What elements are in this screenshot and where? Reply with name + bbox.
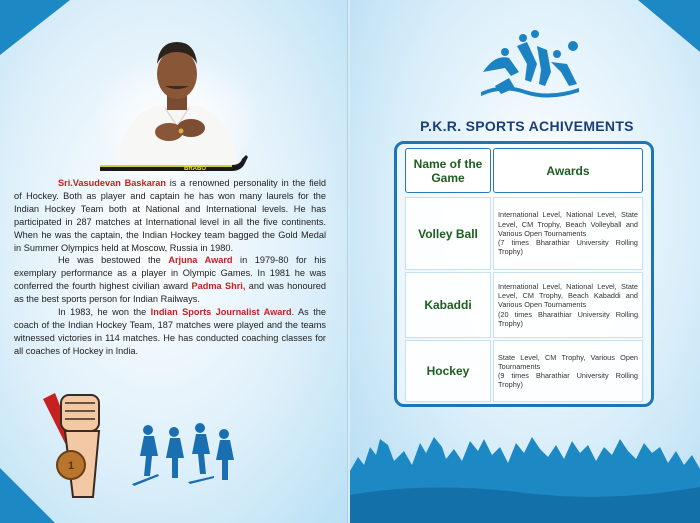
awards-hockey [493, 340, 643, 402]
bio-text [14, 177, 326, 358]
hockey-stick-icon [98, 153, 250, 175]
hockey-players-icon [128, 420, 238, 490]
bio-paragraph-1 [14, 177, 326, 254]
arjuna-award: Arjuna Award [168, 255, 233, 266]
journalist-award: Indian Sports Journalist Award [150, 307, 292, 318]
bio-paragraph-3 [14, 306, 326, 358]
game-hockey: Hockey [405, 340, 491, 402]
awards-volley-ball-note: (7 times Bharathiar University Rolling Trophy) [498, 238, 638, 257]
crowd-silhouette-icon [350, 425, 700, 523]
table-header-game: Name of the Game [405, 148, 491, 193]
bio-p2-text-b: in 1979-80 for his exemplary performance as a player in Olympic Games. In 1981 he was conferred the fourth highest civilian award [14, 255, 326, 292]
medal-fist-icon [35, 385, 115, 503]
awards-hockey-text: State Level, CM Trophy, Various Open Tournaments [498, 352, 638, 371]
sports-logo-icon [475, 28, 585, 106]
awards-hockey-note: (9 times Bharathiar University Rolling Trophy) [498, 371, 638, 390]
awards-kabaddi [493, 272, 643, 338]
page-title: P.K.R. SPORTS ACHIVEMENTS [420, 118, 634, 134]
game-volley-ball: Volley Ball [405, 197, 491, 270]
bio-p2-text-a: He was bestowed the [58, 255, 169, 266]
right-page [350, 0, 700, 523]
left-page [0, 0, 348, 523]
bio-name: Sri.Vasudevan Baskaran [58, 178, 166, 188]
svg-text:1: 1 [67, 460, 75, 472]
corner-decoration-top-right [638, 0, 700, 52]
table-header-awards: Awards [493, 148, 643, 193]
bio-p3-text-a: In 1983, he won the [58, 307, 151, 318]
awards-kabaddi-text: International Level, National Level, State Level, CM Trophy, Beach Kabaddi and Various Open Tournaments [498, 281, 638, 310]
awards-kabaddi-note: (20 times Bharathiar University Rolling Trophy) [498, 309, 638, 328]
padma-shri-award: Padma Shri, [191, 281, 246, 292]
bio-p3-text-b: . As the coach of the Indian Hockey Team, 187 matches were played and the teams witnessed victories in 114 matches. He has conducted coaching classes for all coaches of Hockey in India. [14, 307, 326, 356]
stick-brand-text: BRABO [184, 166, 206, 172]
game-kabaddi: Kabaddi [405, 272, 491, 338]
awards-volley-ball [493, 197, 643, 270]
bio-p2-text-c: and was honoured as the best sports person for Indian Railways. [14, 281, 326, 305]
corner-decoration-top-left [0, 0, 70, 55]
bio-paragraph-2 [14, 254, 326, 306]
bio-p1-text: is a renowned personality in the field of Hockey. Both as player and captain he has won many laurels for the Indian Hockey Team both at National and International levels. He has participated in 287 matches at International level in all the five continents. When he was the captain, the Indian Hockey team bagged the Gold Medal in Summer Olympics held at Moscow, Russia in 1980. [14, 178, 326, 253]
awards-volley-ball-text: International Level, National Level, State Level, CM Trophy, Beach Volleyball and Various Open Tournaments [498, 210, 638, 238]
achievements-table [394, 141, 654, 407]
